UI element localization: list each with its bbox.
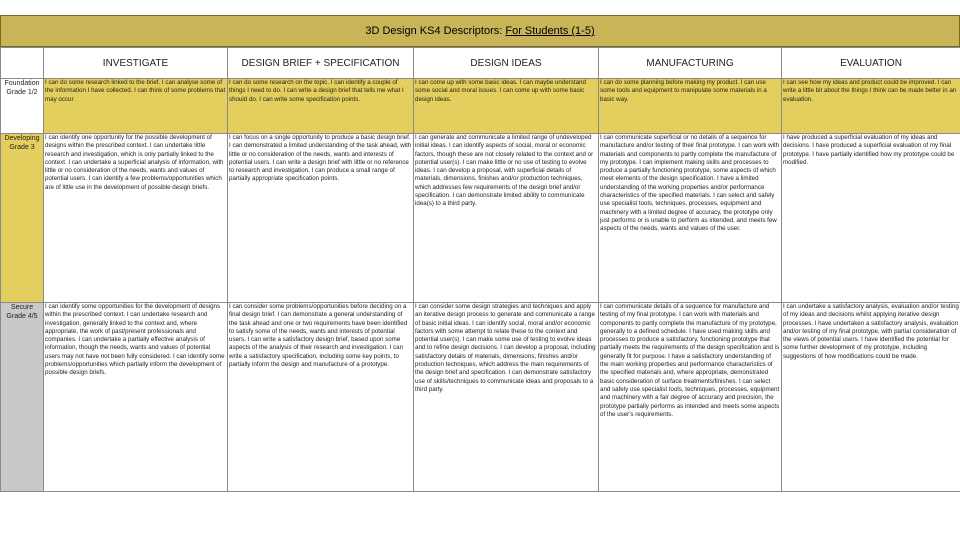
cell-secure-investigate: I can identify some opportunities for the development of designs within the prescribed context. I can undertake research and investigation, generally linked to the context and, where appropriate, the work of past/present professionals and companies. I can undertake a partially effective analysis of information, though the needs, wants and values of potential users may not have not been fully considered. I can identify some problems/opportunities which partially inform the development of possible design briefs. — [44, 303, 228, 492]
level-name: Foundation — [4, 80, 40, 87]
row-label-secure — [1, 303, 44, 492]
cell-foundation-evaluation: I can see how my ideas and product could be improved. I can write a little bit about the things I think can be made better in an evaluation. — [782, 79, 960, 134]
cell-developing-evaluation: I have produced a superficial evaluation of my ideas and decisions. I have produced a superficial evaluation of my final prototype. I have partially identified how my prototype could be modified. — [782, 134, 960, 303]
sheet-title — [0, 15, 960, 47]
grade-label: Grade 3 — [9, 144, 35, 151]
row-label-foundation — [1, 79, 44, 134]
cell-developing-manufacturing: I can communicate superficial or no details of a sequence for manufacture and/or testing of their final prototype. I can work with materials and components to partly complete the manufacture of my prototype. I can implement making skills and processes to produce a partially functioning prototype, some aspects of which meet elements of the design specification. I have a limited understanding of the working properties and/or performance characteristics of the specified materials. I can select and safely use specialist tools, techniques, processes, equipment and machinery with a limited degree of accuracy, the prototype only just performs or is unable to perform as intended, and meets few aspects of the needs, wants and values of the user. — [599, 134, 782, 303]
title-text: 3D Design KS4 Descriptors: — [365, 25, 506, 37]
cell-secure-evaluation: I can undertake a satisfactory analysis, evaluation and/or testing of my ideas and decisions whilst applying iterative design processes. I have undertaken a satisfactory analysis, evaluation and/or testing of my final prototype, with partial consideration of the views of potential users. I have identified the potential for some further development of my prototype, including suggestions of how modifications could be made. — [782, 303, 960, 492]
cell-developing-investigate: I can identify one opportunity for the possible development of designs within the prescribed context. I can undertake little research and investigation, which is only partially linked to the context. I can undertake a superficial analysis of information, with little or no consideration of the needs, wants and values of potential users. I can identify a few problems/opportunities which are of little use in the development of possible design briefs. — [44, 134, 228, 303]
cell-developing-design-ideas: I can generate and communicate a limited range of undeveloped initial ideas. I can identify aspects of social, moral or economic factors, though these are not closely related to the context and or potential user(s). I can make little or no use of testing to evolve ideas. I can develop a proposal, with superficial details of materials, dimensions, finishes and/or production techniques, which addresses few requirements of the design brief and/or specification. I can demonstrate limited ability to communicate idea(s) to a third party. — [414, 134, 599, 303]
corner-cell — [1, 48, 44, 79]
cell-secure-design-ideas: I can consider some design strategies and techniques and apply an iterative design process to generate and communicate a range of basic initial ideas. I can identify social, moral and/or economic factors with some attempt to relate these to the context and potential user(s). I can make some use of testing to evolve ideas and to refine design decisions. I can develop a proposal, including satisfactory details of materials, dimensions, finishes and/or production techniques, which address the main requirements of the design brief and specification. I can demonstrate satisfactory use of skills/techniques to communicate ideas and proposals to a third party. — [414, 303, 599, 492]
header-row — [1, 48, 960, 79]
row-developing — [1, 134, 960, 303]
col-header-design-brief: DESIGN BRIEF + SPECIFICATION — [228, 48, 414, 79]
grade-label: Grade 4/5 — [6, 313, 38, 320]
row-label-developing — [1, 134, 44, 303]
level-name: Developing — [4, 135, 40, 142]
cell-foundation-design-ideas: I can come up with some basic ideas. I can maybe understand some social and moral issues. I can come up with some basic design ideas. — [414, 79, 599, 134]
cell-foundation-design-brief: I can do some research on the topic. I can identify a couple of things I need to do. I can write a design brief that tells me what I should do. I can write some specification points. — [228, 79, 414, 134]
row-secure — [1, 303, 960, 492]
cell-secure-design-brief: I can consider some problems/opportunities before deciding on a final design brief. I can demonstrate a general understanding of the task ahead and one or two requirements have been identified to satisfy some of the needs, wants and interests of potential users. I can write a satisfactory design brief, based upon some aspects of the analysis of their research and investigation. I can write a satisfactory specification, including some key points, to partially inform the design and manufacture of a prototype. — [228, 303, 414, 492]
cell-secure-manufacturing: I can communicate details of a sequence for manufacture and testing of my final prototype. I can work with materials and components to partly complete the manufacture of my prototype, generally to a defined schedule. I have used making skills and processes to produce a satisfactory, functioning prototype that partially meets the requirements of the design specification and is generally fit for purpose. I have a satisfactory understanding of the main working properties and performance characteristics of the specified materials and, where appropriate, demonstrated basic consideration of surface treatments/finishes. I can select and safely use specialist tools, techniques, processes, equipment and machinery with a fair degree of accuracy and precision, the prototype partially performs as intended and meets some aspects of the user's requirements. — [599, 303, 782, 492]
level-name: Secure — [10, 304, 34, 311]
grade-label: Grade 1/2 — [6, 89, 38, 96]
cell-developing-design-brief: I can focus on a single opportunity to produce a basic design brief. I can demonstrated a limited understanding of the task ahead, with little or no consideration of the needs, wants and interests of potential users. I can write a design brief with little or no reference to research and investigation. I can produce a small range of partially appropriate specification points. — [228, 134, 414, 303]
col-header-manufacturing: MANUFACTURING — [599, 48, 782, 79]
col-header-investigate: INVESTIGATE — [44, 48, 228, 79]
col-header-evaluation: EVALUATION — [782, 48, 960, 79]
row-foundation — [1, 79, 960, 134]
cell-foundation-investigate: I can do some research linked to the brief. I can analyse some of the information I have collected. I can think of some problems that may occur — [44, 79, 228, 134]
title-link[interactable]: For Students (1-5) — [505, 25, 595, 37]
descriptor-table — [0, 47, 960, 492]
cell-foundation-manufacturing: I can do some planning before making my product. I can use some tools and equipment to manipulate some materials in a basic way. — [599, 79, 782, 134]
col-header-design-ideas: DESIGN IDEAS — [414, 48, 599, 79]
descriptor-sheet — [0, 15, 960, 540]
